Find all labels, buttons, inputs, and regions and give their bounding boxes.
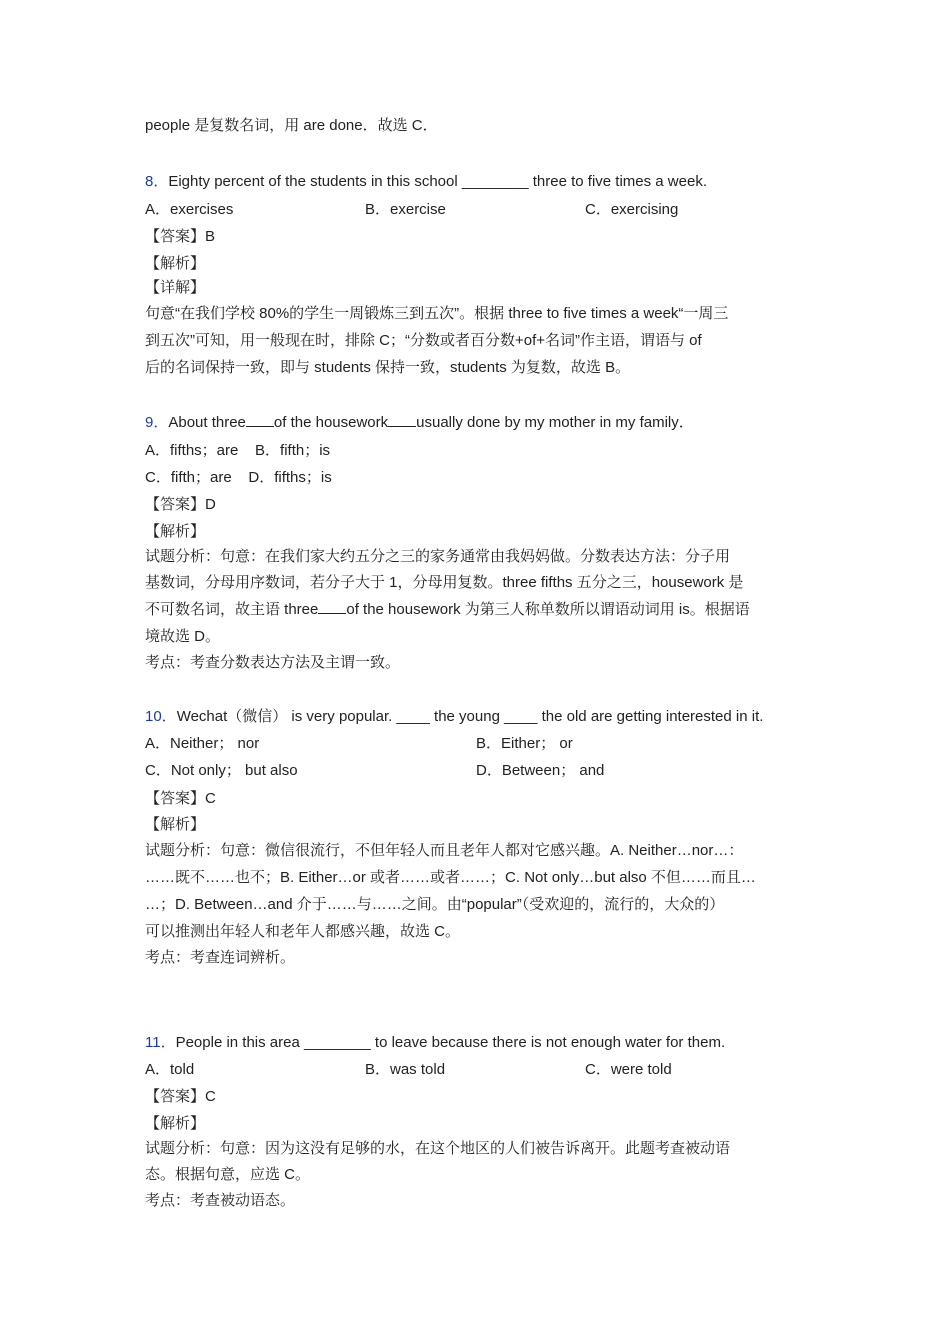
question-text: of the housework [273, 414, 389, 431]
option-a: A．Neither； nor [145, 735, 260, 752]
explanation-text: of the housework 为第三人称单数所以谓语动词用 is。根据语 [346, 601, 750, 618]
option-c: C．Not only； but also [145, 762, 298, 779]
explanation-line [145, 600, 750, 620]
option-c: C．were told [585, 1061, 672, 1078]
option-b: B．was told [365, 1061, 446, 1078]
option-c: C．exercising [585, 201, 679, 218]
options-row: C．fifth；are D．fifths；is [145, 469, 332, 486]
blank-line [388, 414, 416, 427]
test-point: 考点：考查被动语态。 [145, 1192, 296, 1209]
answer-label: 【答案】B [145, 228, 216, 245]
previous-answer-tail: people 是复数名词，用 are done．故选 C． [145, 117, 438, 134]
explanation-line: 试题分析：句意：因为这没有足够的水，在这个地区的人们被告诉离开。此题考查被动语 [145, 1140, 731, 1157]
explanation-line: ……既不……也不；B. Either…or 或者……或者……；C. Not only…but also 不但……而且… [145, 869, 756, 886]
option-b: B．exercise [365, 201, 446, 218]
analysis-label: 【解析】 [145, 1115, 206, 1132]
blank-line [246, 414, 274, 427]
question-text: Eighty percent of the students in this school ________ three to five times a week. [168, 173, 707, 190]
question-9-stem [145, 413, 694, 433]
question-text: Wechat（微信） is very popular. ____ the young ____ the old are getting interested in it. [176, 708, 764, 725]
question-10-stem [145, 707, 763, 727]
question-number: 8． [145, 173, 169, 190]
question-text: About three [168, 414, 246, 431]
test-point: 考点：考查连词辨析。 [145, 949, 296, 966]
question-number: 11． [145, 1034, 176, 1051]
explanation-line: 境故选 D。 [145, 628, 221, 645]
explanation-line: …；D. Between…and 介于……与……之间。由“popular”（受欢迎的，流行的，大众的） [145, 896, 725, 913]
question-text: usually done by my mother in my family． [416, 414, 694, 431]
question-11-stem [145, 1033, 725, 1053]
option-a: A．exercises [145, 201, 234, 218]
answer-label: 【答案】C [145, 1088, 216, 1105]
answer-label: 【答案】D [145, 496, 216, 513]
question-text: People in this area ________ to leave because there is not enough water for them. [175, 1034, 726, 1051]
option-d: D．Between； and [476, 762, 605, 779]
question-number: 10． [145, 708, 177, 725]
question-8-stem [145, 172, 707, 192]
options-row: A．fifths；are B．fifth；is [145, 442, 331, 459]
blank-line [318, 601, 346, 614]
explanation-text: 不可数名词，故主语 three [145, 601, 319, 618]
explanation-line: 态。根据句意，应选 C。 [145, 1166, 311, 1183]
analysis-label: 【解析】 [145, 816, 206, 833]
question-number: 9． [145, 414, 169, 431]
analysis-label: 【解析】 [145, 255, 206, 272]
explanation-line: 到五次”可知，用一般现在时，排除 C；“分数或者百分数+of+名词”作主语，谓语与 of [145, 332, 702, 349]
explanation-line: 基数词，分母用序数词，若分子大于 1，分母用复数。three fifths 五分之三，housework 是 [145, 574, 744, 591]
option-b: B．Either； or [476, 735, 573, 752]
test-point: 考点：考查分数表达方法及主谓一致。 [145, 654, 401, 671]
explanation-line: 后的名词保持一致，即与 students 保持一致，students 为复数，故选 B。 [145, 359, 631, 376]
option-a: A．told [145, 1061, 195, 1078]
explanation-line: 句意“在我们学校 80%的学生一周锻炼三到五次”。根据 three to five times a week“一周三 [145, 305, 729, 322]
explanation-line: 试题分析：句意：在我们家大约五分之三的家务通常由我妈妈做。分数表达方法：分子用 [145, 548, 731, 565]
answer-label: 【答案】C [145, 790, 216, 807]
analysis-label: 【解析】 [145, 523, 206, 540]
explanation-line: 试题分析：句意：微信很流行，不但年轻人而且老年人都对它感兴趣。A. Neither…nor…： [145, 842, 744, 859]
detail-label: 【详解】 [145, 279, 206, 296]
explanation-line: 可以推测出年轻人和老年人都感兴趣，故选 C。 [145, 923, 461, 940]
